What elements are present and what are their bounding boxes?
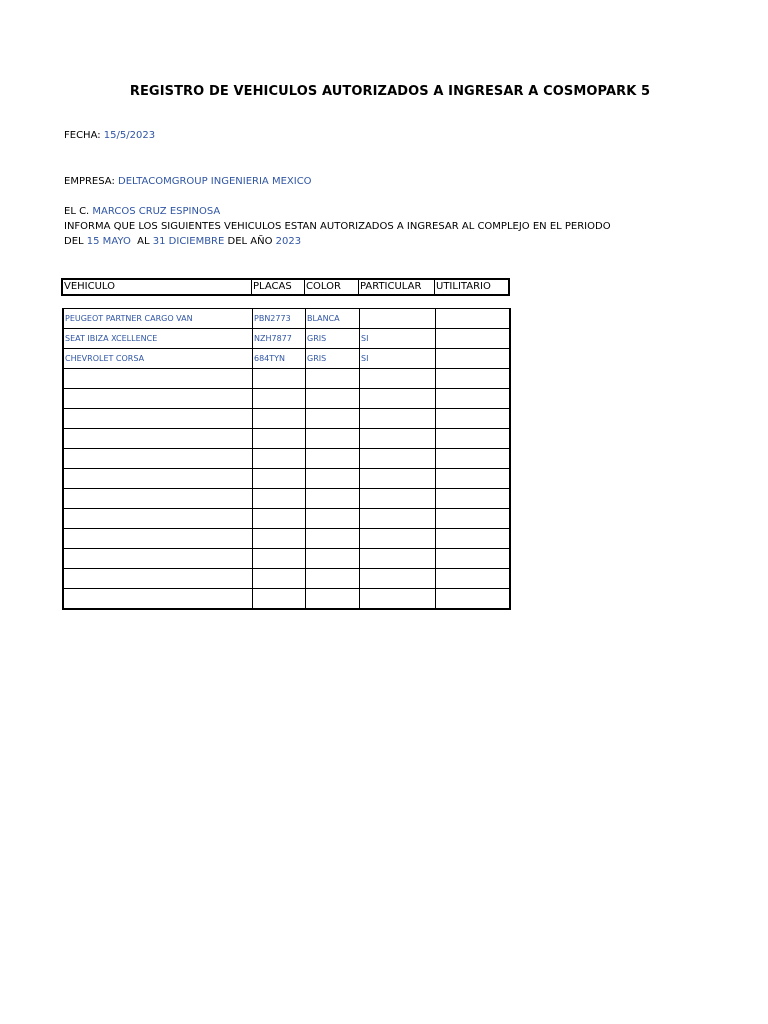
cell-placas	[253, 509, 306, 529]
cell-vehiculo	[63, 529, 253, 549]
cell-color: BLANCA	[306, 309, 360, 329]
cell-particular	[360, 309, 436, 329]
cell-particular	[360, 589, 436, 610]
header-placas: PLACAS	[252, 280, 305, 295]
cell-color	[306, 549, 360, 569]
cell-color	[306, 589, 360, 610]
cell-utilitario	[436, 489, 511, 509]
table-row	[63, 309, 510, 329]
empresa-line	[64, 176, 312, 187]
cell-particular	[360, 409, 436, 429]
cell-utilitario	[436, 569, 511, 589]
cell-particular	[360, 549, 436, 569]
cell-vehiculo: CHEVROLET CORSA	[63, 349, 253, 369]
table-row	[63, 489, 510, 509]
cell-utilitario	[436, 349, 511, 369]
cell-particular	[360, 489, 436, 509]
table-row	[63, 449, 510, 469]
cell-placas	[253, 469, 306, 489]
periodo-line	[64, 236, 301, 247]
cell-utilitario	[436, 529, 511, 549]
table-row	[63, 529, 510, 549]
cell-placas	[253, 429, 306, 449]
cell-particular	[360, 569, 436, 589]
cell-utilitario	[436, 549, 511, 569]
table-row	[63, 569, 510, 589]
cell-vehiculo	[63, 429, 253, 449]
table-row	[63, 389, 510, 409]
cell-vehiculo	[63, 549, 253, 569]
cell-placas	[253, 569, 306, 589]
periodo-end: 31 DICIEMBRE	[152, 236, 225, 247]
cell-vehiculo	[63, 409, 253, 429]
cell-vehiculo: PEUGEOT PARTNER CARGO VAN	[63, 309, 253, 329]
cell-particular	[360, 429, 436, 449]
cell-vehiculo	[63, 369, 253, 389]
cell-vehiculo	[63, 449, 253, 469]
header-row	[63, 280, 509, 295]
cell-vehiculo	[63, 469, 253, 489]
periodo-year: 2023	[275, 236, 302, 247]
vehicle-table	[62, 308, 511, 610]
empresa-label: EMPRESA:	[64, 176, 118, 187]
periodo-al-label: AL	[130, 236, 153, 247]
cell-utilitario	[436, 369, 511, 389]
fecha-line	[64, 130, 155, 141]
cell-placas: NZH7877	[253, 329, 306, 349]
cell-color	[306, 389, 360, 409]
cell-utilitario	[436, 509, 511, 529]
cell-placas	[253, 369, 306, 389]
cell-placas	[253, 409, 306, 429]
persona-line	[64, 206, 220, 217]
table-row	[63, 349, 510, 369]
cell-utilitario	[436, 329, 511, 349]
cell-particular	[360, 449, 436, 469]
table-row	[63, 329, 510, 349]
cell-particular	[360, 469, 436, 489]
cell-utilitario	[436, 309, 511, 329]
cell-color	[306, 429, 360, 449]
fecha-label: FECHA:	[64, 130, 104, 141]
fecha-value: 15/5/2023	[103, 130, 156, 141]
cell-particular: SI	[360, 329, 436, 349]
cell-placas	[253, 389, 306, 409]
cell-particular: SI	[360, 349, 436, 369]
table-row	[63, 429, 510, 449]
cell-color	[306, 469, 360, 489]
cell-placas: 684TYN	[253, 349, 306, 369]
informa-text: INFORMA QUE LOS SIGUIENTES VEHICULOS ESTAN AUTORIZADOS A INGRESAR AL COMPLEJO EN EL PERIODO	[64, 221, 611, 232]
table-row	[63, 549, 510, 569]
cell-utilitario	[436, 449, 511, 469]
cell-color	[306, 529, 360, 549]
periodo-anio-label: DEL AÑO	[224, 236, 276, 247]
cell-vehiculo	[63, 389, 253, 409]
cell-color	[306, 509, 360, 529]
header-utilitario: UTILITARIO	[435, 280, 509, 295]
cell-utilitario	[436, 429, 511, 449]
cell-utilitario	[436, 389, 511, 409]
cell-placas	[253, 529, 306, 549]
cell-color: GRIS	[306, 349, 360, 369]
vehicle-table-header	[62, 279, 509, 295]
cell-placas	[253, 449, 306, 469]
cell-vehiculo	[63, 569, 253, 589]
periodo-del-label: DEL	[64, 236, 87, 247]
table-row	[63, 409, 510, 429]
cell-color	[306, 449, 360, 469]
table-row	[63, 589, 510, 610]
header-color: COLOR	[305, 280, 359, 295]
cell-placas	[253, 549, 306, 569]
document-title: REGISTRO DE VEHICULOS AUTORIZADOS A INGRESAR A COSMOPARK 5	[129, 84, 651, 99]
cell-placas	[253, 489, 306, 509]
cell-vehiculo: SEAT IBIZA XCELLENCE	[63, 329, 253, 349]
header-vehiculo: VEHICULO	[63, 280, 252, 295]
persona-label: EL C.	[64, 206, 93, 217]
persona-value: MARCOS CRUZ ESPINOSA	[92, 206, 221, 217]
cell-utilitario	[436, 409, 511, 429]
table-row	[63, 509, 510, 529]
cell-vehiculo	[63, 589, 253, 610]
empresa-value: DELTACOMGROUP INGENIERIA MEXICO	[118, 176, 312, 187]
cell-utilitario	[436, 469, 511, 489]
cell-placas	[253, 589, 306, 610]
cell-color	[306, 369, 360, 389]
cell-utilitario	[436, 589, 511, 610]
cell-particular	[360, 389, 436, 409]
cell-particular	[360, 369, 436, 389]
table-row	[63, 369, 510, 389]
cell-vehiculo	[63, 509, 253, 529]
cell-vehiculo	[63, 489, 253, 509]
cell-particular	[360, 529, 436, 549]
cell-color	[306, 489, 360, 509]
cell-color: GRIS	[306, 329, 360, 349]
cell-color	[306, 569, 360, 589]
periodo-start: 15 MAYO	[86, 236, 131, 247]
cell-placas: PBN2773	[253, 309, 306, 329]
header-particular: PARTICULAR	[359, 280, 435, 295]
cell-color	[306, 409, 360, 429]
table-row	[63, 469, 510, 489]
cell-particular	[360, 509, 436, 529]
